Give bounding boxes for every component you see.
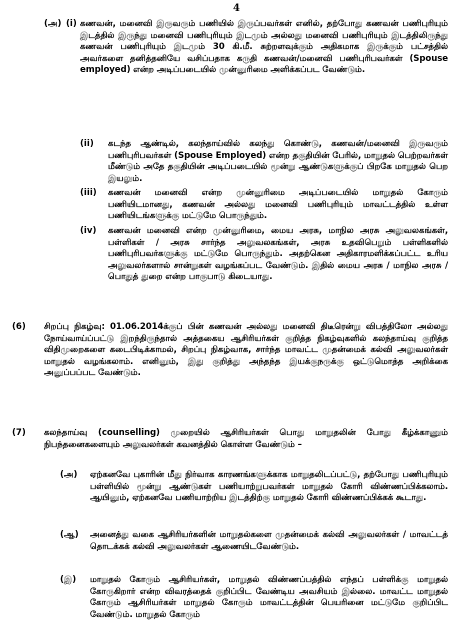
section-7-aa-text: அனைத்து வகை ஆசிரியர்களின் மாறுதல்களை முதன்மைக் கல்வி அலுவலர்கள் / மாவட்டத் தொடக்கக் கல்வி அலுவலர்கள் ஆணையிடவேண்டும். bbox=[90, 530, 451, 552]
section-6-heading: சிறப்பு நிகழ்வு: bbox=[44, 322, 105, 332]
section-7-i-text: மாறுதல் கோரும் ஆசிரியர்கள், மாறுதல் விண்ணப்பத்தில் எந்தப் பள்ளிக்கு மாறுதல் கோருகிறார் என்ற விவரத்தைக் குறிப்பிட வேண்டிய அவசியம் இல்லை. மாவட்ட மாறுதல் கோரும் ஆசிரியர்கள் மாறுதல் கோரும் மாவட்டத்தின் பெயரினை மட்டுமே குறிப்பிட வேண்டும். மாறுதல் கோரும் bbox=[90, 575, 451, 620]
section-a-iii-marker: (iii) bbox=[80, 188, 97, 198]
section-a-ii-text: கடந்த ஆண்டில், கலந்தாய்வில் கலந்து கொண்டு, கணவன்/மனைவி இருவரும் பணிபுரிபவர்கள் (Spouse Employed) என்ற தகுதியின் பேரில், மாறுதல் பெற்றவர்கள் மீண்டும் அதே தகுதியின் அடிப்படையில் மூன்று ஆண்டுகளுக்குப் பிறகே மாறுதல் பெற இயலும். bbox=[108, 139, 451, 184]
section-a-i-paragraph bbox=[80, 19, 451, 77]
section-6-paragraph bbox=[44, 322, 451, 380]
page-number: 4 bbox=[233, 3, 240, 14]
section-7-i-paragraph bbox=[90, 575, 451, 637]
section-a-iv-paragraph bbox=[108, 226, 451, 284]
section-a-iv-marker: (iv) bbox=[80, 226, 97, 236]
section-6-text: 01.06.2014க்குப் பின் கணவன் அல்லது மனைவி திடீரென்று விபத்திலோ அல்லது நோய்வாய்ப்பட்டு இறந்திருந்தால் அத்தகைய ஆசிரியர்கள் குறித்த நிகழ்வுகளில் கலந்தாய்வு குறித்த விதிமுறைகளை கடைபிடிக்காமல், சிறப்பு நிகழ்வாக, சார்ந்த மாவட்ட முதன்மைக் கல்வி அலுவலர்கள் மாறுதல் வழங்கலாம். எனினும், இது குறித்து அந்தந்த இயக்குநருக்கு ஒட்டுமொத்த அறிக்கை அனுப்பப்பட வேண்டும். bbox=[44, 322, 451, 378]
section-a-iii-paragraph bbox=[108, 188, 451, 223]
section-a-ii-paragraph bbox=[108, 139, 451, 185]
section-a-i-text: கணவன், மனைவி இருவரும் பணியில் இருப்பவர்கள் எனில், தற்போது கணவன் பணிபுரியும் இடத்தில் இருந்து மனைவி பணிபுரியும் இடமும் அல்லது மனைவி பணிபுரியும் இடத்திலிருந்து கணவன் பணிபுரியும் இடமும் 30 கி.மீ. சுற்றளவுக்கும் அதிகமாக இருக்கும் பட்சத்தில் அவர்களை தனித்தனியே வசிப்பதாக கருதி கணவன்/மனைவி பணிபுரிபவர்கள் (Spouse employed) என்ற அடிப்படையில் முன்னுரிமை அளிக்கப்பட வேண்டும். bbox=[80, 19, 451, 75]
section-a-iv-text: கணவன் மனைவி என்ற முன்னுரிமை, மைய அரசு, மாநில அரசு அலுவலகங்கள், பள்ளிகள் / அரசு சார்ந்த அலுவலகங்கள், அரசு உதவிபெறும் பள்ளிகளில் பணிபுரிபவர்களுக்கு மட்டுமே பொருந்தும். அதற்கென அதிகாரமளிக்கப்பட்ட உரிய அலுவலர்களால் சான்றுகள் வழங்கப்பட வேண்டும். இதில் மைய அரசு / மாநில அரசு / பொதுத் துறை என்ற பாகுபாடு கிடையாது. bbox=[108, 226, 451, 282]
section-7-a-paragraph bbox=[90, 470, 451, 505]
section-a-iii-text: கணவன் மனைவி என்ற முன்னுரிமை அடிப்படையில் மாறுதல் கோரும் பணியிடமானது, கணவன் அல்லது மனைவி பணிபுரியும் மாவட்டத்தில் உள்ள பணியிடங்களுக்கு மட்டுமே பொருந்தும். bbox=[108, 188, 451, 221]
section-7-aa-paragraph bbox=[90, 530, 451, 553]
section-7-a-text: ஏற்கனவே புகாரின் மீது நிர்வாக காரணங்களுக்காக மாறுதலிடப்பட்டு, தற்போது பணிபுரியும் பள்ளியில் மூன்று ஆண்டுகள் பணியாற்றுபவர்கள் மாறுதல் கோரி விண்ணப்பிக்கலாம். ஆயினும், ஏற்கனவே பணியாற்றிய இடத்திற்கு மாறுதல் கோரி விண்ணப்பிக்கக் கூடாது. bbox=[90, 470, 451, 503]
section-7-marker: (7) bbox=[12, 428, 26, 438]
section-a-i-marker bbox=[66, 19, 77, 31]
section-7-text: கலந்தாய்வு (counselling) முறையில் ஆசிரியர்கள் பொது மாறுதலின் போது கீழ்க்காணும் நிபந்தனைகளையும் அலுவலர்கள் கவனத்தில் கொள்ள வேண்டும் – bbox=[44, 428, 451, 450]
section-a-letter: (அ) bbox=[44, 19, 62, 29]
section-a-marker bbox=[44, 19, 61, 31]
section-6-marker: (6) bbox=[12, 322, 26, 332]
section-7-paragraph bbox=[44, 428, 451, 451]
section-a-i-numeral: (i) bbox=[66, 19, 77, 29]
section-7-aa-marker: (ஆ) bbox=[60, 530, 79, 540]
section-7-a-marker: (அ) bbox=[60, 470, 78, 480]
section-7-i-marker: (இ) bbox=[60, 575, 77, 585]
section-a-ii-marker: (ii) bbox=[80, 139, 94, 149]
